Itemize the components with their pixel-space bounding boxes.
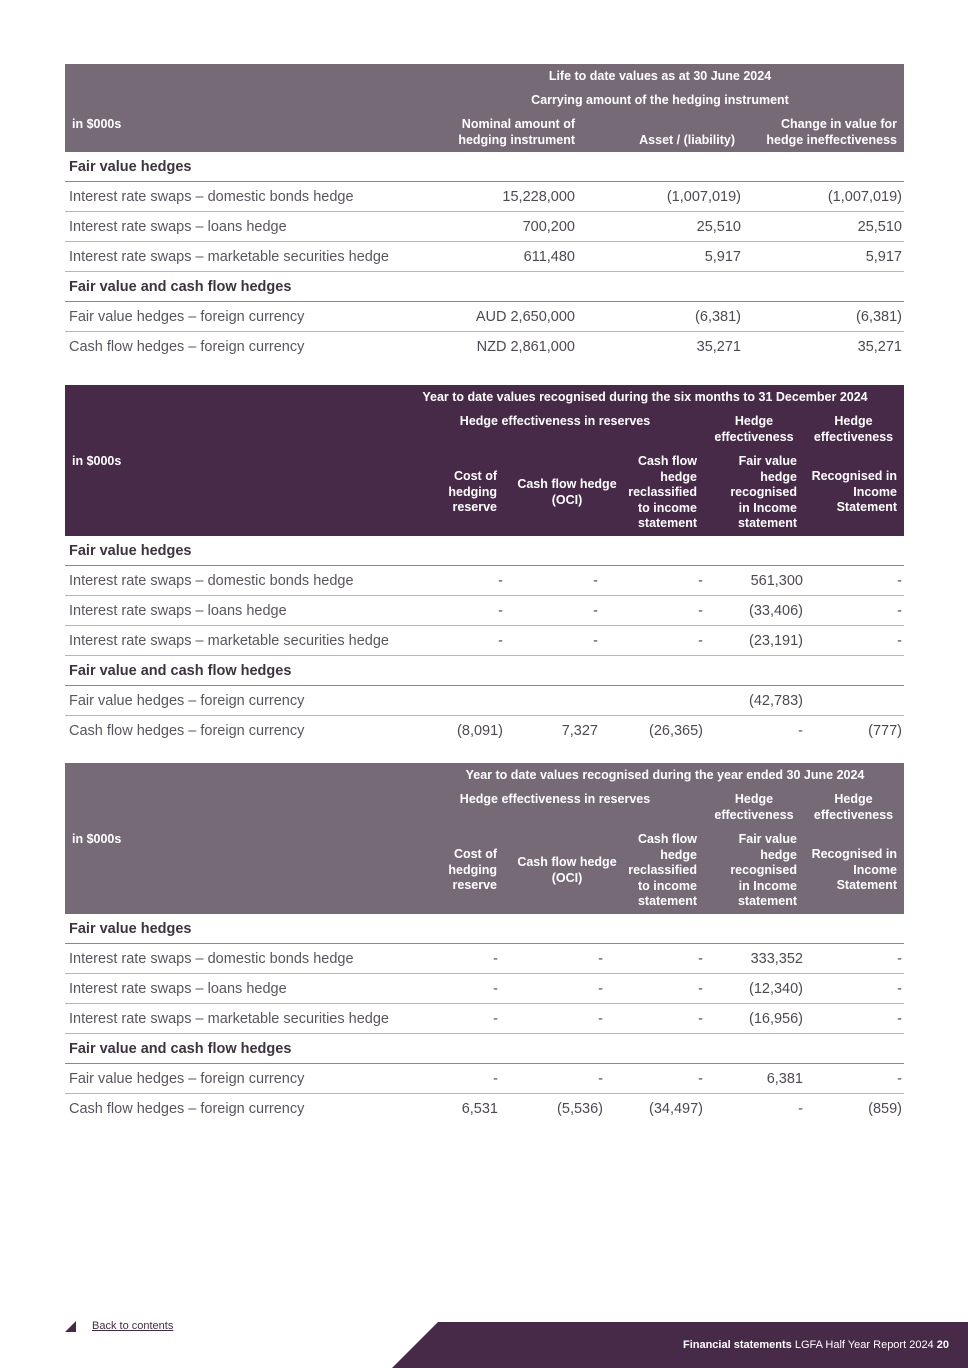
cell-value: (42,783)	[748, 693, 803, 709]
cell-value: -	[593, 633, 598, 649]
cell-value: 35,271	[857, 339, 902, 355]
cell-value: -	[897, 981, 902, 997]
cell-value: 7,327	[561, 723, 598, 739]
group-title: Hedge effectiveness	[813, 792, 894, 822]
table-half-year-effectiveness	[65, 385, 904, 745]
group-title: Carrying amount of the hedging instrument	[531, 93, 789, 107]
table-row	[65, 1094, 904, 1123]
cell-value: -	[798, 723, 803, 739]
row-label: Interest rate swaps – domestic bonds hedge	[69, 189, 354, 205]
group-title: Hedge effectiveness	[714, 414, 794, 444]
table-row	[65, 716, 904, 745]
table-body	[65, 536, 904, 745]
cell-value: -	[698, 1071, 703, 1087]
cell-value: -	[698, 981, 703, 997]
section-row	[65, 656, 904, 686]
row-label: Fair value hedges – foreign currency	[69, 309, 305, 325]
cell-value: -	[498, 633, 503, 649]
table-row	[65, 566, 904, 596]
table-hedging-instruments	[65, 64, 904, 361]
footer-report: LGFA Half Year Report 2024	[794, 1339, 934, 1351]
cell-value: (12,340)	[748, 981, 803, 997]
cell-value: (23,191)	[748, 633, 803, 649]
cell-value: -	[593, 573, 598, 589]
section-row	[65, 152, 904, 182]
cell-value: AUD 2,650,000	[475, 309, 575, 325]
row-label: Interest rate swaps – domestic bonds hedge	[69, 951, 354, 967]
cell-value: -	[493, 1011, 498, 1027]
row-label: Cash flow hedges – foreign currency	[69, 723, 305, 739]
cell-value: (777)	[868, 723, 902, 739]
table-row	[65, 332, 904, 361]
cell-value: (8,091)	[457, 723, 503, 739]
cell-value: 700,200	[522, 219, 575, 235]
table-row	[65, 1004, 904, 1034]
row-label: Interest rate swaps – domestic bonds hedge	[69, 573, 354, 589]
row-label: Fair value hedges – foreign currency	[69, 693, 305, 709]
section-label: Fair value hedges	[69, 543, 192, 559]
table-row	[65, 944, 904, 974]
unit-label: in $000s	[72, 117, 122, 131]
cell-value: -	[698, 1011, 703, 1027]
cell-value: -	[897, 1071, 902, 1087]
table-row	[65, 182, 904, 212]
triangle-arrow-icon	[65, 1321, 76, 1332]
cell-value: -	[498, 573, 503, 589]
row-label: Interest rate swaps – marketable securities hedge	[69, 633, 389, 649]
cell-value: -	[897, 603, 902, 619]
cell-value: -	[598, 981, 603, 997]
cell-value: (6,381)	[856, 309, 902, 325]
cell-value: 6,531	[461, 1101, 498, 1117]
unit-label: in $000s	[72, 832, 122, 846]
table-row	[65, 974, 904, 1004]
table-header	[65, 64, 904, 152]
row-label: Interest rate swaps – marketable securities hedge	[69, 249, 389, 265]
column-header: Cash flow hedge (OCI)	[517, 477, 617, 507]
span-title: Year to date values recognised during the year ended 30 June 2024	[465, 768, 865, 782]
cell-value: -	[897, 1011, 902, 1027]
row-label: Fair value hedges – foreign currency	[69, 1071, 305, 1087]
cell-value: -	[698, 951, 703, 967]
cell-value: 6,381	[766, 1071, 803, 1087]
column-header: Cost of hedging reserve	[448, 847, 497, 892]
cell-value: 611,480	[523, 249, 575, 265]
column-header: Cash flow hedge reclassified to income statement	[628, 832, 697, 908]
table-body	[65, 152, 904, 361]
table-header	[65, 385, 904, 536]
cell-value: (26,365)	[648, 723, 703, 739]
section-row	[65, 536, 904, 566]
cell-value: -	[698, 603, 703, 619]
section-row	[65, 1034, 904, 1064]
cell-value: 15,228,000	[502, 189, 575, 205]
section-label: Fair value hedges	[69, 159, 192, 175]
table-row	[65, 212, 904, 242]
unit-label: in $000s	[72, 454, 122, 468]
back-to-contents-link[interactable]: Back to contents	[92, 1320, 174, 1333]
row-label: Cash flow hedges – foreign currency	[69, 1101, 305, 1117]
column-header: Recognised in Income Statement	[811, 847, 897, 892]
cell-value: -	[598, 1011, 603, 1027]
section-row	[65, 272, 904, 302]
table-row	[65, 1064, 904, 1094]
section-label: Fair value and cash flow hedges	[69, 663, 292, 679]
table-header	[65, 763, 904, 914]
cell-value: 5,917	[865, 249, 902, 265]
section-label: Fair value and cash flow hedges	[69, 1041, 292, 1057]
row-label: Cash flow hedges – foreign currency	[69, 339, 305, 355]
cell-value: -	[897, 951, 902, 967]
section-row	[65, 914, 904, 944]
group-title: Hedge effectiveness in reserves	[459, 792, 651, 806]
cell-value: -	[798, 1101, 803, 1117]
cell-value: -	[698, 573, 703, 589]
cell-value: 35,271	[696, 339, 741, 355]
group-title: Hedge effectiveness	[714, 792, 794, 822]
table-row	[65, 302, 904, 332]
cell-value: -	[493, 951, 498, 967]
cell-value: (16,956)	[748, 1011, 803, 1027]
group-title: Hedge effectiveness	[813, 414, 894, 444]
footer-section: Financial statements	[682, 1339, 792, 1351]
column-header: Cash flow hedge (OCI)	[517, 855, 617, 885]
cell-value: (6,381)	[695, 309, 741, 325]
span-title: Life to date values as at 30 June 2024	[548, 69, 772, 83]
back-to-contents[interactable]	[65, 1320, 173, 1332]
group-title: Hedge effectiveness in reserves	[459, 414, 651, 428]
cell-value: (5,536)	[557, 1101, 603, 1117]
table-body	[65, 914, 904, 1123]
cell-value: -	[598, 951, 603, 967]
row-label: Interest rate swaps – marketable securities hedge	[69, 1011, 389, 1027]
cell-value: -	[897, 573, 902, 589]
cell-value: (1,007,019)	[827, 189, 902, 205]
cell-value: -	[498, 603, 503, 619]
page-footer	[683, 1339, 949, 1351]
column-header: Nominal amount of hedging instrument	[458, 117, 575, 147]
column-header: Cash flow hedge reclassified to income statement	[628, 454, 697, 530]
cell-value: -	[698, 633, 703, 649]
section-label: Fair value and cash flow hedges	[69, 279, 292, 295]
table-row	[65, 686, 904, 716]
cell-value: 25,510	[696, 219, 741, 235]
column-header: Recognised in Income Statement	[811, 469, 897, 514]
cell-value: 333,352	[750, 951, 803, 967]
cell-value: (34,497)	[648, 1101, 703, 1117]
row-label: Interest rate swaps – loans hedge	[69, 219, 287, 235]
column-header: Asset / (liability)	[639, 133, 735, 147]
cell-value: 25,510	[857, 219, 902, 235]
cell-value: (33,406)	[748, 603, 803, 619]
column-header: Cost of hedging reserve	[448, 469, 497, 514]
cell-value: NZD 2,861,000	[476, 339, 575, 355]
row-label: Interest rate swaps – loans hedge	[69, 981, 287, 997]
table-row	[65, 242, 904, 272]
cell-value: -	[493, 981, 498, 997]
cell-value: -	[598, 1071, 603, 1087]
column-header: Fair value hedge recognised in Income statement	[730, 454, 797, 530]
cell-value: (859)	[868, 1101, 902, 1117]
cell-value: (1,007,019)	[666, 189, 741, 205]
cell-value: -	[593, 603, 598, 619]
cell-value: -	[897, 633, 902, 649]
table-row	[65, 596, 904, 626]
cell-value: -	[493, 1071, 498, 1087]
column-header: Fair value hedge recognised in Income statement	[730, 832, 797, 908]
cell-value: 561,300	[750, 573, 803, 589]
column-header: Change in value for hedge ineffectiveness	[766, 117, 897, 147]
row-label: Interest rate swaps – loans hedge	[69, 603, 287, 619]
section-label: Fair value hedges	[69, 921, 192, 937]
span-title: Year to date values recognised during the six months to 31 December 2024	[422, 390, 868, 404]
table-full-year-effectiveness	[65, 763, 904, 1123]
cell-value: 5,917	[704, 249, 741, 265]
table-row	[65, 626, 904, 656]
page-number: 20	[936, 1339, 949, 1351]
